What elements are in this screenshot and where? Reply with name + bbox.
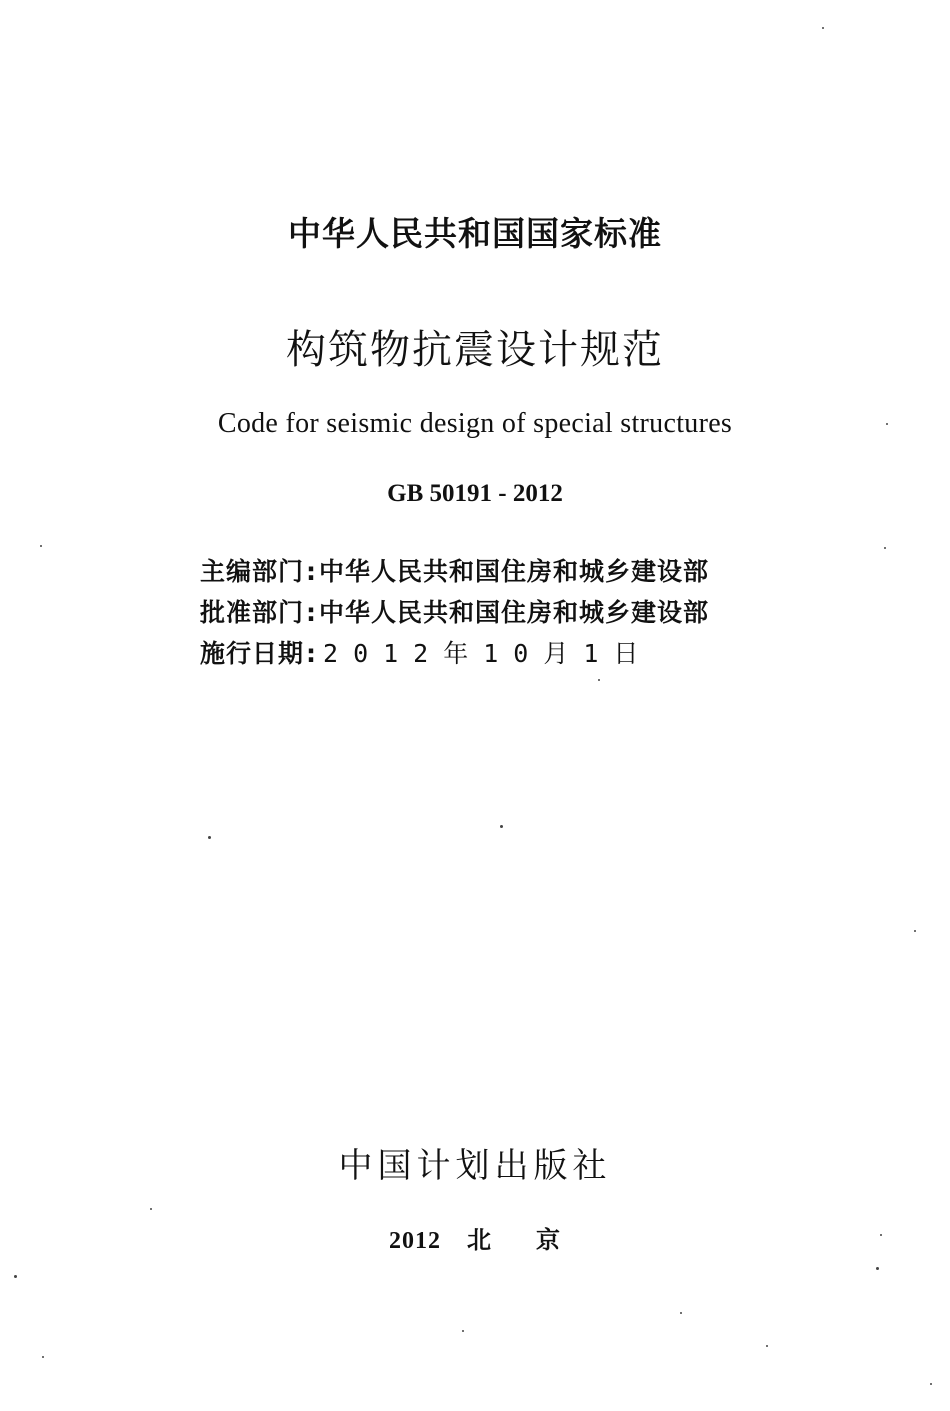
scan-speck <box>880 1234 882 1236</box>
scan-speck <box>914 930 916 932</box>
date-separator: : <box>306 639 318 668</box>
scan-speck <box>680 1312 682 1314</box>
approver-separator: : <box>306 598 318 627</box>
approver-department-row <box>200 593 760 629</box>
imprint-year: 2012 <box>389 1228 441 1254</box>
editor-department-label: 主编部门 <box>200 557 305 586</box>
approver-department-value: 中华人民共和国住房和城乡建设部 <box>319 598 710 627</box>
publisher-name: 中国计划出版社 <box>338 1146 612 1186</box>
scan-speck <box>766 1345 768 1347</box>
editor-department-value: 中华人民共和国住房和城乡建设部 <box>319 557 710 586</box>
scan-speck <box>462 1330 464 1332</box>
scan-speck <box>930 1383 932 1385</box>
imprint-city-part-2: 京 <box>536 1226 561 1254</box>
scan-speck <box>42 1356 44 1358</box>
editor-department-row <box>200 552 760 588</box>
document-title-english: Code for seismic design of special structures <box>217 408 733 439</box>
scan-speck <box>876 1267 879 1270</box>
scan-speck <box>884 547 886 549</box>
imprint-line <box>0 1220 950 1255</box>
approver-department-label: 批准部门 <box>200 598 305 627</box>
scan-speck <box>500 825 503 828</box>
scan-speck <box>14 1275 17 1278</box>
document-title-chinese: 构筑物抗震设计规范 <box>286 327 664 373</box>
imprint-city-part-1: 北 <box>467 1226 492 1254</box>
scan-speck <box>40 545 42 547</box>
scan-speck <box>598 679 600 681</box>
scan-speck <box>822 27 824 29</box>
scan-speck <box>150 1208 152 1210</box>
editor-separator: : <box>306 557 318 586</box>
scan-speck <box>208 836 211 839</box>
scan-speck <box>886 423 888 425</box>
standard-number: GB 50191 - 2012 <box>387 480 563 507</box>
effective-date-label: 施行日期 <box>200 639 305 668</box>
effective-date-value: 2012年10月1日 <box>323 639 654 668</box>
effective-date-row <box>200 634 760 670</box>
series-title: 中华人民共和国国家标准 <box>288 214 662 253</box>
